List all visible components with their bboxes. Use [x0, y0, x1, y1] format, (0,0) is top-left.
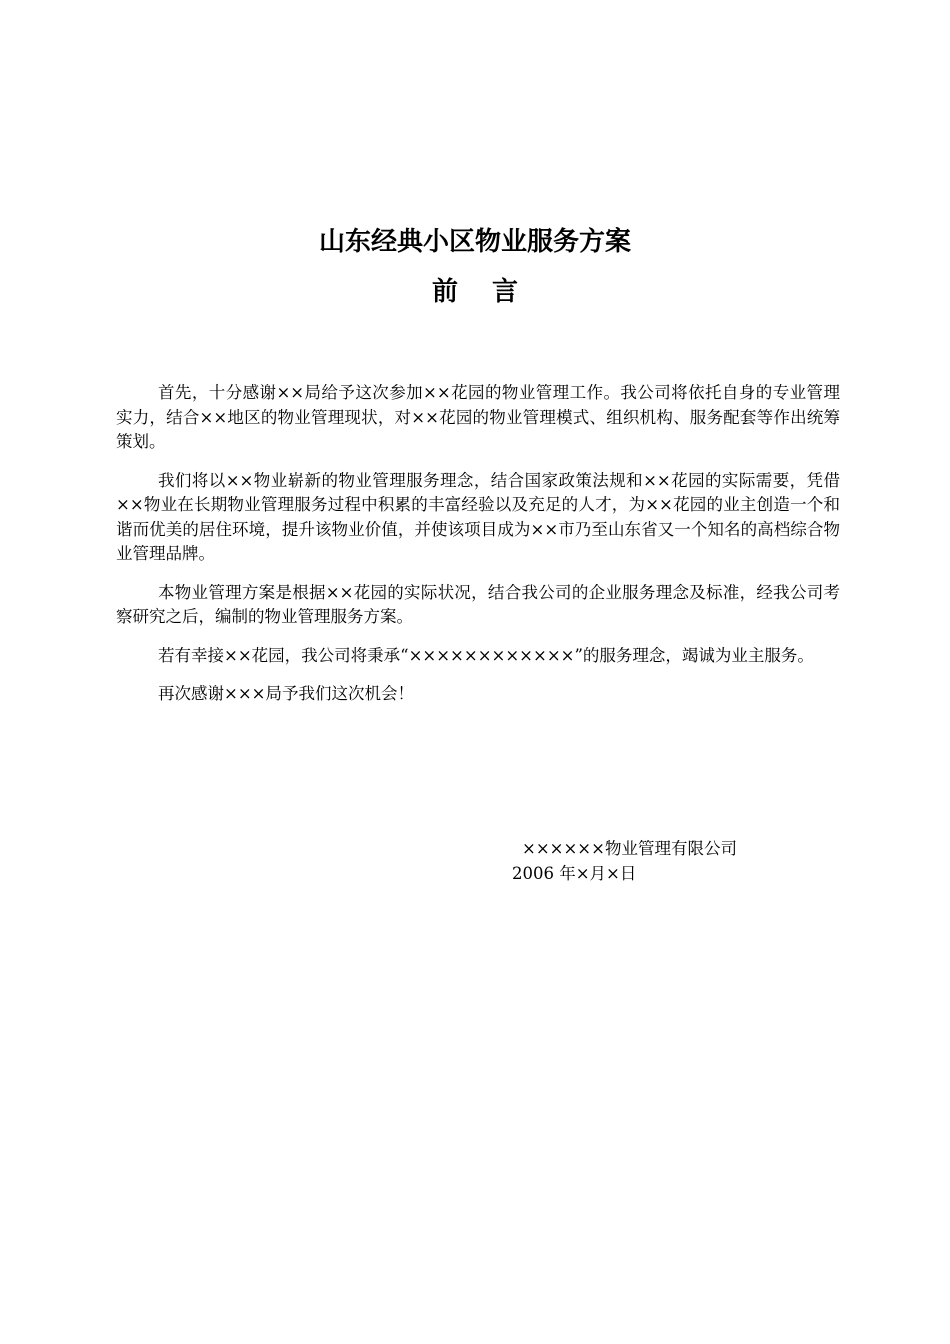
preface-body [116, 381, 840, 721]
preface-heading: 前言 [431, 277, 552, 307]
paragraph-thanks: 首先，十分感谢××局给予这次参加××花园的物业管理工作。我公司将依托自身的专业管理实力，结合××地区的物业管理现状，对××花园的物业管理模式、组织机构、服务配套等作出统筹策划。 [116, 383, 840, 451]
paragraph-closing-thanks: 再次感谢×××局予我们这次机会！ [158, 684, 414, 703]
paragraph-plan-basis: 本物业管理方案是根据××花园的实际状况，结合我公司的企业服务理念及标准，经我公司考察研究之后，编制的物业管理服务方案。 [116, 582, 840, 626]
signature-block [512, 837, 832, 886]
paragraph-philosophy: 我们将以××物业崭新的物业管理服务理念，结合国家政策法规和××花园的实际需要，凭借××物业在长期物业管理服务过程中积累的丰富经验以及充足的人才，为××花园的业主创造一个和谐而优美的居住环境，提升该物业价值，并使该项目成为××市乃至山东省又一个知名的高档综合物业管理品牌。 [116, 470, 840, 563]
paragraph-commitment: 若有幸接××花园，我公司将秉承“××××××××××××”的服务理念，竭诚为业主服务。 [158, 645, 814, 665]
signature-date: 2006 年×月×日 [512, 863, 637, 883]
signature-company: ××××××物业管理有限公司 [522, 839, 737, 858]
document-title: 山东经典小区物业服务方案 [318, 227, 631, 257]
